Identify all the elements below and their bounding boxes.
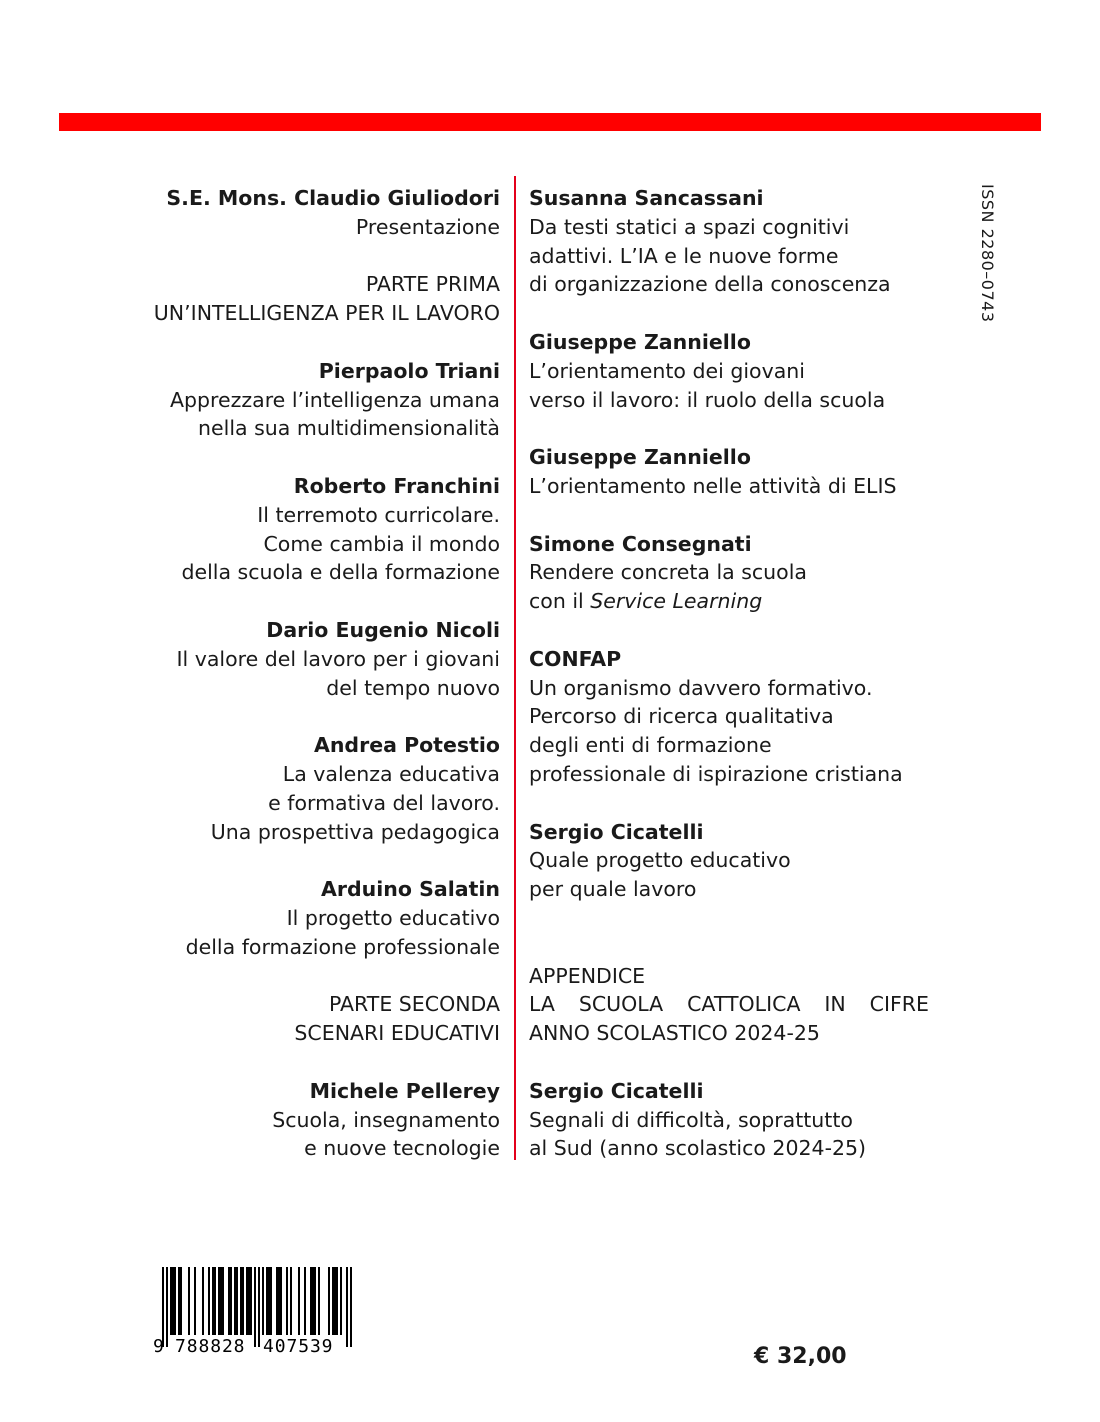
barcode-group-left: 788828 [175, 1336, 246, 1357]
toc-author: Pierpaolo Triani [318, 358, 500, 383]
section-title-word: SCUOLA [578, 992, 664, 1017]
toc-author: Michele Pellerey [309, 1078, 500, 1103]
barcode-bar [328, 1267, 330, 1335]
barcode-bar [248, 1267, 250, 1335]
toc-title-line: Quale progetto educativo [529, 848, 791, 873]
toc-title-line: al Sud (anno scolastico 2024-25) [529, 1136, 867, 1161]
toc-title-line: della scuola e della formazione [181, 560, 500, 585]
toc-entry-cicatelli-1 [529, 818, 929, 904]
barcode-bar [172, 1267, 174, 1335]
barcode-bar [332, 1267, 334, 1335]
barcode-bar [310, 1267, 312, 1335]
toc-entry-pellerey [60, 1077, 500, 1163]
toc-title-line: Apprezzare l’intelligenza umana [169, 387, 500, 412]
toc-title-line: L’orientamento dei giovani [529, 358, 805, 383]
barcode-bar [304, 1267, 306, 1335]
toc-entry-giuliodori [60, 184, 500, 242]
barcode-guard-bar [258, 1267, 260, 1347]
barcode-bar [286, 1267, 288, 1335]
toc-author: Dario Eugenio Nicoli [266, 617, 500, 642]
toc-author: Simone Consegnati [529, 531, 752, 556]
barcode-bar [276, 1267, 278, 1335]
toc-title-prefix: con il [529, 589, 591, 614]
toc-author: CONFAP [529, 646, 622, 671]
barcode-bar [220, 1267, 222, 1335]
toc-title-line: Scuola, insegnamento [272, 1107, 500, 1132]
toc-title-line: Il valore del lavoro per i giovani [176, 646, 500, 671]
barcode-bar [236, 1267, 238, 1335]
barcode-bar [250, 1267, 252, 1335]
barcode-bar [270, 1267, 272, 1335]
toc-title-line: Segnali di difficoltà, soprattutto [529, 1107, 853, 1132]
toc-title-italic: Service Learning [590, 589, 763, 614]
toc-entry-cicatelli-2 [529, 1077, 929, 1163]
toc-section-parte-seconda [60, 990, 500, 1048]
toc-author: Roberto Franchini [293, 473, 500, 498]
section-title-word: IN [824, 992, 846, 1017]
section-title-word: CIFRE [869, 992, 929, 1017]
toc-title-line: per quale lavoro [529, 877, 697, 902]
barcode-bar [194, 1267, 196, 1335]
toc-author: Giuseppe Zanniello [529, 445, 751, 470]
toc-author: S.E. Mons. Claudio Giuliodori [166, 186, 500, 210]
toc-title-line: Il progetto educativo [286, 905, 500, 930]
toc-title-line [529, 587, 929, 616]
toc-title-line: Il terremoto curricolare. [257, 502, 500, 527]
barcode-guard-bar [162, 1267, 164, 1347]
toc-author: Sergio Cicatelli [529, 1078, 704, 1103]
toc-title-line: di organizzazione della conoscenza [529, 272, 891, 297]
barcode-bar [280, 1267, 282, 1335]
barcode-first-digit: 9 [153, 1336, 164, 1357]
barcode-bar [208, 1267, 210, 1335]
top-red-bar [59, 113, 1041, 131]
barcode-bar [170, 1267, 172, 1335]
barcode-bar [180, 1267, 182, 1335]
barcode-bar [228, 1267, 230, 1335]
barcode-bar [214, 1267, 216, 1335]
price-label: € 32,00 [754, 1344, 847, 1369]
toc-title-line: Un organismo davvero formativo. [529, 675, 873, 700]
toc-title-line: degli enti di formazione [529, 733, 772, 758]
toc-title-line: Una prospettiva pedagogica [210, 819, 500, 844]
toc-entry-triani [60, 357, 500, 443]
toc-section-appendice [529, 962, 929, 1048]
barcode-bar [268, 1267, 270, 1335]
barcode-bar [218, 1267, 220, 1335]
toc-author: Andrea Potestio [313, 733, 500, 758]
toc-title-line: Percorso di ricerca qualitativa [529, 704, 834, 729]
section-title: SCENARI EDUCATIVI [294, 1021, 500, 1046]
toc-title-line: professionale di ispirazione cristiana [529, 761, 903, 786]
barcode-bar [312, 1267, 314, 1335]
barcode-bar [188, 1267, 190, 1335]
barcode-bar [318, 1267, 320, 1335]
toc-entry-zanniello-1 [529, 328, 929, 414]
toc-title-line: e nuove tecnologie [304, 1136, 500, 1161]
barcode-bar [262, 1267, 264, 1335]
section-title [529, 990, 929, 1019]
issn-label: ISSN 2280–0743 [978, 184, 997, 323]
barcode-bar [298, 1267, 300, 1335]
toc-title-line: L’orientamento nelle attività di ELIS [529, 473, 897, 498]
barcode-bar [334, 1267, 336, 1335]
section-subtitle: ANNO SCOLASTICO 2024-25 [529, 1021, 820, 1046]
barcode-bar [212, 1267, 214, 1335]
section-label: PARTE PRIMA [365, 272, 500, 297]
barcode-bar [336, 1267, 338, 1335]
barcode-guard-bar [254, 1267, 256, 1347]
barcode-bar [202, 1267, 204, 1335]
toc-title-line: Presentazione [355, 214, 500, 239]
left-column [60, 184, 500, 1163]
barcode-bar [178, 1267, 180, 1335]
barcode-bar [340, 1267, 342, 1335]
barcode-bar [266, 1267, 268, 1335]
toc-author: Susanna Sancassani [529, 186, 764, 210]
barcode-bar [230, 1267, 232, 1335]
toc-author: Sergio Cicatelli [529, 819, 704, 844]
toc-title-line: e formativa del lavoro. [268, 790, 500, 815]
section-label: APPENDICE [529, 963, 646, 988]
barcode-bar [242, 1267, 244, 1335]
toc-author: Giuseppe Zanniello [529, 329, 751, 354]
toc-title-line: Rendere concreta la scuola [529, 560, 807, 585]
column-divider [514, 176, 516, 1160]
toc-entry-nicoli [60, 616, 500, 702]
barcode-bar [174, 1267, 176, 1335]
toc-title-line: della formazione professionale [185, 934, 500, 959]
toc-title-line: del tempo nuovo [326, 675, 500, 700]
toc-title-line: Da testi statici a spazi cognitivi [529, 214, 850, 239]
right-column [529, 184, 929, 1163]
toc-section-parte-prima [60, 270, 500, 328]
toc-author: Arduino Salatin [321, 877, 500, 902]
barcode-bar [246, 1267, 248, 1335]
toc-title-line: adattivi. L’IA e le nuove forme [529, 243, 839, 268]
toc-entry-confap [529, 645, 929, 789]
toc-entry-franchini [60, 472, 500, 587]
section-title: UN’INTELLIGENZA PER IL LAVORO [153, 301, 500, 326]
toc-title-line: nella sua multidimensionalità [198, 416, 500, 441]
barcode-bar [278, 1267, 280, 1335]
toc-entry-zanniello-2 [529, 443, 929, 501]
barcode-bar [314, 1267, 316, 1335]
barcode-group-right: 407539 [263, 1336, 334, 1357]
barcode-bar [240, 1267, 242, 1335]
barcode-guard-bar [166, 1267, 168, 1347]
barcode-guard-bar [346, 1267, 348, 1347]
toc-title-line: La valenza educativa [282, 761, 500, 786]
toc-entry-salatin [60, 875, 500, 961]
barcode-bar [222, 1267, 224, 1335]
section-title-word: LA [529, 992, 555, 1017]
barcode-guard-bar [350, 1267, 352, 1347]
barcode-bar [234, 1267, 236, 1335]
toc-entry-sancassani [529, 184, 929, 299]
barcode-bar [290, 1267, 292, 1335]
toc-entry-potestio [60, 731, 500, 846]
toc-title-line: Come cambia il mondo [263, 531, 500, 556]
toc-title-line: verso il lavoro: il ruolo della scuola [529, 387, 886, 412]
section-label: PARTE SECONDA [328, 992, 500, 1017]
section-title-word: CATTOLICA [687, 992, 801, 1017]
toc-entry-consegnati [529, 530, 929, 616]
